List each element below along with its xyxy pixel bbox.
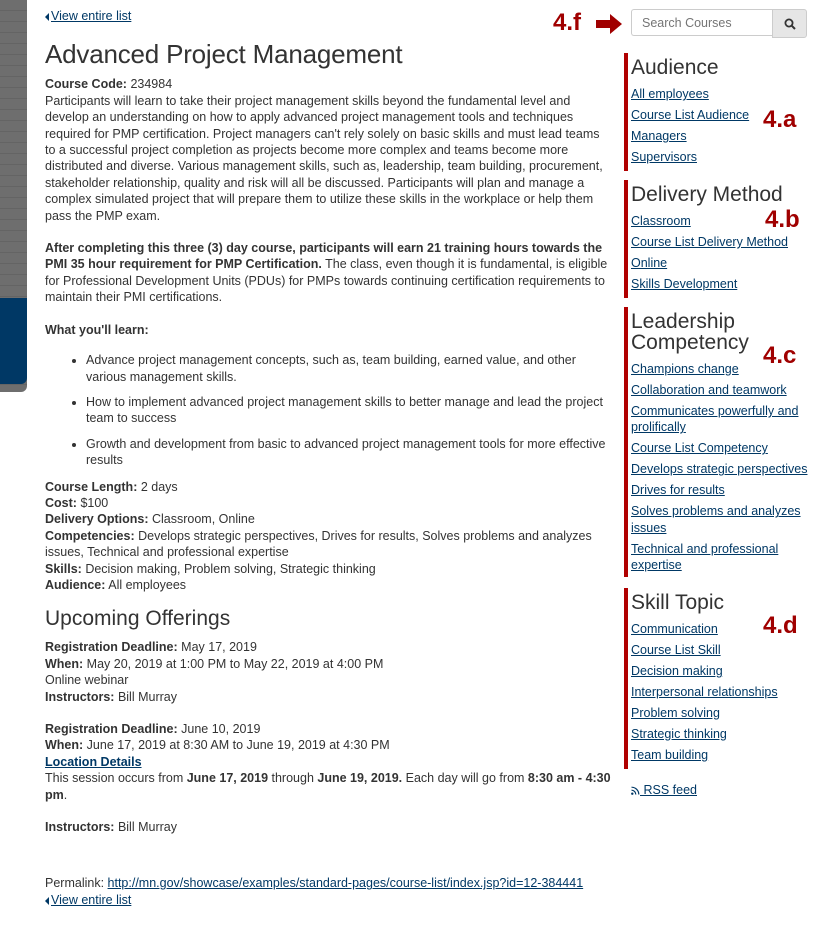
facet-link[interactable]: Problem solving [631,706,720,720]
session-location: Online webinar [45,673,129,688]
arrow-right-icon [596,14,622,34]
completion-note: After completing this three (3) day course, participants will earn 21 training hours towards the PMI 35 hour requirement for PMP Certification. The class, even though it is fundamental, is eligible for Professional Development Units (PDUs) for PMPs towards continuing certification requirements to maintain their PMI certifications. [45,241,608,305]
facet-link[interactable]: Strategic thinking [631,727,727,741]
facet-link[interactable]: Course List Audience [631,108,750,122]
caret-left-icon [45,897,49,905]
facet-link[interactable]: Supervisors [631,150,697,164]
offering-session: Registration Deadline: May 17, 2019 When: May 20, 2019 at 1:00 PM to May 22, 2019 at 4:00 PM Online webinar Instructors: Bill Murray [45,639,613,705]
course-code: Course Code: 234984 [45,77,173,92]
facet-title: Leadership Competency [631,310,749,354]
facet-link[interactable]: Champions change [631,362,739,376]
left-edge-accent [0,298,27,384]
facet-link[interactable]: Interpersonal relationships [631,685,778,699]
facet-delivery-method [624,180,788,298]
facet-audience [624,53,749,171]
facet-link[interactable]: Classroom [631,214,691,228]
facet-title: Skill Topic [631,591,724,614]
course-search [631,9,807,38]
learn-heading: What you'll learn: [45,322,149,337]
course-detail [45,8,613,908]
view-entire-list-link-top[interactable]: View entire list [45,8,131,24]
list-item: • Advance project management concepts, such as, team building, earned value, and other various management skills. [86,352,613,385]
search-input[interactable] [631,9,772,36]
facet-title: Delivery Method [631,183,783,206]
rss-feed-link[interactable]: RSS feed [631,783,697,797]
list-item: • Growth and development from basic to advanced project management tools for more effective results [86,436,613,469]
rss-icon [631,786,640,795]
course-cost: Cost: $100 [45,495,109,510]
facet-link[interactable]: Course List Competency [631,441,768,456]
session-schedule: This session occurs from June 17, 2019 through June 19, 2019. Each day will go from 8:30 am - 4:30 pm. [45,771,611,802]
facet-link[interactable]: Decision making [631,664,723,678]
course-title: Advanced Project Management [45,39,403,70]
left-edge-strip [0,0,27,392]
facet-link[interactable]: Course List Delivery Method [631,235,789,249]
permalink-url[interactable]: http://mn.gov/showcase/examples/standard-pages/course-list/index.jsp?id=12-384441 [107,876,584,891]
facet-link[interactable]: Managers [631,129,687,143]
annotation-skill: 4.d [763,612,798,639]
facet-link[interactable]: Technical and professional expertise [631,541,779,573]
facet-link[interactable]: Team building [631,748,709,762]
facet-link[interactable]: Communicates powerfully and prolifically [631,404,799,435]
audience: Audience: All employees [45,577,187,592]
upcoming-offerings-heading: Upcoming Offerings [45,607,231,631]
facet-link[interactable]: Communication [631,622,718,636]
facet-skill-topic [624,588,778,769]
offering-session: Registration Deadline: June 10, 2019 When: June 17, 2019 at 8:30 AM to June 19, 2019 at 4:30 PM Location Details This session occurs from June 17, 2019 through June 19, 2019. Each day will go from 8:30 am - 4:30 pm. Instructors: Bill Murray [45,721,613,835]
location-details-link[interactable]: Location Details [45,754,142,769]
caret-left-icon [45,13,49,21]
facet-link[interactable]: Solves problems and analyzes issues [631,504,801,535]
skills: Skills: Decision making, Problem solving, Strategic thinking [45,561,376,576]
facet-link[interactable]: Online [631,256,668,270]
course-description: Participants will learn to take their project management skills beyond the fundamental level and develop an understanding on how to apply advanced project management tools and techniques required for PMP certification. Project managers can't rely solely on basic skills and must lead teams to a successful project completion as projects become more complex and teams become more distributed and diverse. Various management skills, such as, leadership, team building, procurement, stakeholder relationship, quality and risk will all be discussed. Participants will plan and manage a complex simulated project that will prepare them to utilize these skills in the workplace or help them pass the PMP exam. [45,93,603,223]
facet-link[interactable]: Skills Development [631,277,738,291]
competencies: Competencies: Develops strategic perspectives, Drives for results, Solves problems and analyzes issues, Technical and professional expertise [45,528,592,560]
annotation-audience: 4.a [763,106,797,133]
annotation-leadership: 4.c [763,342,797,369]
facet-title: Audience [631,56,719,79]
course-length: Course Length: 2 days [45,479,178,494]
permalink: Permalink: http://mn.gov/showcase/examples/standard-pages/course-list/index.jsp?id=12-384441 [45,876,584,891]
facet-link[interactable]: Collaboration and teamwork [631,383,787,397]
facet-link[interactable]: Develops strategic perspectives [631,462,808,477]
list-item: • How to implement advanced project management skills to better manage and lead the project team to success [86,394,613,427]
facet-link[interactable]: Drives for results [631,483,725,498]
search-icon [784,18,796,30]
search-button[interactable] [772,9,807,38]
view-entire-list-link-bottom[interactable]: View entire list [45,892,131,908]
facet-link[interactable]: All employees [631,87,709,101]
delivery-options: Delivery Options: Classroom, Online [45,512,255,527]
annotation-search: 4.f [553,9,582,36]
annotation-delivery: 4.b [765,206,800,233]
facet-link[interactable]: Course List Skill [631,643,721,657]
learn-list [45,352,613,468]
